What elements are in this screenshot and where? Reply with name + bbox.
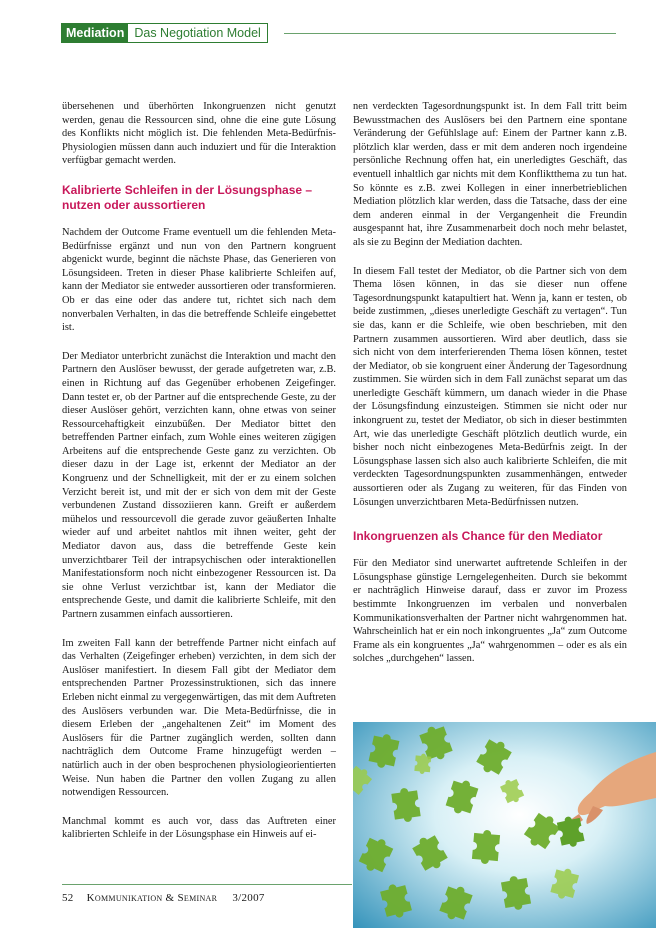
paragraph: Für den Mediator sind unerwartet auftretende Schleifen in der Lösungsphase günstige Lerngelegenheiten. Durch sie bekommt er nachträglich Hinweise darauf, dass er zuvor im Prozess bestimmte Inkongruenzen im verbalen und nonverbalen Kommunikationsverhalten der Partner nicht wahrgenommen hat. Wahrscheinlich hat er ein noch inkongruentes „Ja“ zum Outcome Frame als ein kongruentes „Ja“ wahrgenommen – oder es als ein solches „durchgehen“ lassen. xyxy=(353,558,627,665)
puzzle-hand-photo xyxy=(353,722,656,928)
left-column xyxy=(62,100,336,857)
paragraph: In diesem Fall testet der Mediator, ob die Partner sich von dem Thema lösen können, in das sie dieser nun offene Tagesordnungspunkt katapultiert hat. Wenn ja, kann er testen, ob beide zustimmen, „dieses unerledigte Geschäft zu vertagen“. Tun sie das, kann er die Schleife, wie oben beschrieben, mit den Partnern zusammen aussortieren. Wird aber deutlich, dass sie sich nicht von dem interferierenden Thema lösen können, testet der Mediator, ob sie kongruent einer Änderung der Tagesordnung zustimmen. Sie würden sich in dem Fall zunächst separat um das unerledigte Geschäft kümmern, um danach wieder in die Phase der Lösungsfindung einzusteigen. Stimmen sie nicht oder nur inkongruent zu, testet der Mediator, ob sich in dieser bestimmten Art, wie das unerledigte Geschäft plötzlich deutlich wurde, ein bisher noch nicht einbezogenes Meta-Bedürfnis zeigt. In der Lösungsphase lassen sich also auch kalibrierte Schleifen, die mit verdeckten Tagesordnungspunkten zusammenhängen, entweder aussortieren oder als Zugang zu weiteren, für das Finden von Lösungen unverzichtbaren Meta-Bedürfnissen nutzen. xyxy=(353,265,627,508)
paragraph: Der Mediator unterbricht zunächst die Interaktion und macht den Partnern den Auslöser bewusst, der gerade aufgetreten war, z.B. einen in Richtung auf das Gegenüber erhobenen Zeigefinger. Dann testet er, ob der Partner auf die entsprechende Geste, zu der dieser Auslöser gehört, verzichten kann, ohne etwas von seiner Ressourcehaftigkeit einzubüßen. Der Mediator bittet den betreffenden Partner einfach, zum Wohle eines weiteren zügigen Arbeitens auf die entsprechende Geste ganz zu verzichten. Ob dieser dazu in der Lage ist, erkennt der Mediator an der Kongruenz und der Schnelligkeit, mit der er zu einem solchen Verzicht bereit ist, und mit der er sich von dem mit der Geste verbundenen Zustand dissoziieren kann. Greift er außerdem mühelos und ressourcevoll die gerade zuvor geäußerten Inhalte wieder auf und arbeitet nahtlos mit ihnen weiter, geht der Mediator davon aus, dass die betreffende Geste kein unverzichtbarer Teil der intrapsychischen oder interaktionellen Manifestationsform noch nicht einbezogener Ressourcen ist. Da sie ohne Verlust verzichtbar ist, kann der Mediator die entsprechende Geste, und damit die kalibrierte Schleife, mit den Partnern zusammen einfach aussortieren. xyxy=(62,350,336,620)
paragraph: Manchmal kommt es auch vor, dass das Auftreten einer kalibrierten Schleife in der Lösungsphase ein Hinweis auf ei- xyxy=(62,815,336,841)
subheading: Kalibrierte Schleifen in der Lösungsphase – nutzen oder aussortieren xyxy=(62,182,313,212)
page-number: 52 xyxy=(62,892,74,904)
subheading: Inkongruenzen als Chance für den Mediator xyxy=(353,529,603,544)
paragraph: Nachdem der Outcome Frame eventuell um die fehlenden Meta-Bedürfnisse ergänzt und nun von den Partnern kongruent abgenickt wurde, beginnt die nächste Phase, das Generieren von Lösungsideen. Treten in dieser Phase kalibrierte Schleifen auf, kann der Mediator sie entweder aussortieren oder transformieren. Ob er das eine oder das andere tut, richtet sich nach dem nonverbalen Verhalten, in das die betreffende Schleife eingebettet ist. xyxy=(62,226,336,334)
footer-rule xyxy=(62,884,352,885)
section-tag: Mediation xyxy=(62,24,128,42)
right-column xyxy=(353,100,627,681)
magazine-title: Kommunikation & Seminar xyxy=(86,892,218,904)
paragraph: nen verdeckten Tagesordnungspunkt ist. In dem Fall tritt beim Bewusstmachen des Auslösers bei den Partnern eine spontane Veränderung der Gefühlslage auf: Einem der Partner kann z.B. plötzlich klar werden, dass er mit dem anderen noch irgendeine persönliche Rechnung offen hat, ein unerledigtes Geschäft, das eventuell inhaltlich gar nichts mit dem Konfliktthema zu tun hat. So könnte es z.B. zwei Kollegen in einer innerbetrieblichen Mediation plötzlich klar werden, dass die Tatsache, dass der eine dem anderen einmal in der Vergangenheit die Freundin ausgespannt hat, ihre Zusammenarbeit doch noch mehr belastet, als sie zu Beginn der Mediation dachten. xyxy=(353,101,627,248)
paragraph: Im zweiten Fall kann der betreffende Partner nicht einfach auf das Verhalten (Zeigefinger erheben) verzichten, in dem sich der Auslöser manifestiert. In diesem Fall gibt der Mediator dem entsprechenden Partner Prozessinstruktionen, sich das innere Erleben nicht einmal zu vergegenwärtigen, das mit dem Auftreten des Auslösers verbunden war. Die Meta-Bedürfnisse, die in diesem Erleben der „angehaltenen Zeit“ im Moment des Auslösers für die Partner zugänglich werden, sollten dann nachträglich dem Outcome Frame hinzugefügt werden – natürlich auch in der oben besprochenen physiologieorientierten Weise. Nun haben die Partner den vollen Zugang zu allen notwendigen Ressourcen. xyxy=(62,637,336,799)
section-header xyxy=(61,23,268,43)
paragraph: übersehenen und überhörten Inkongruenzen nicht genutzt werden, genau die Ressourcen sind, ohne die eine gute Lösung des Konflikts nicht möglich ist. Die fehlenden Meta-Bedürfnis-Physiologien müssen dann auch induziert und für die Interaktion verfügbar gemacht werden. xyxy=(62,101,336,167)
issue-number: 3/2007 xyxy=(232,892,265,904)
header-rule xyxy=(284,33,616,34)
section-title: Das Negotiation Model xyxy=(128,24,266,42)
page-footer xyxy=(62,892,265,904)
